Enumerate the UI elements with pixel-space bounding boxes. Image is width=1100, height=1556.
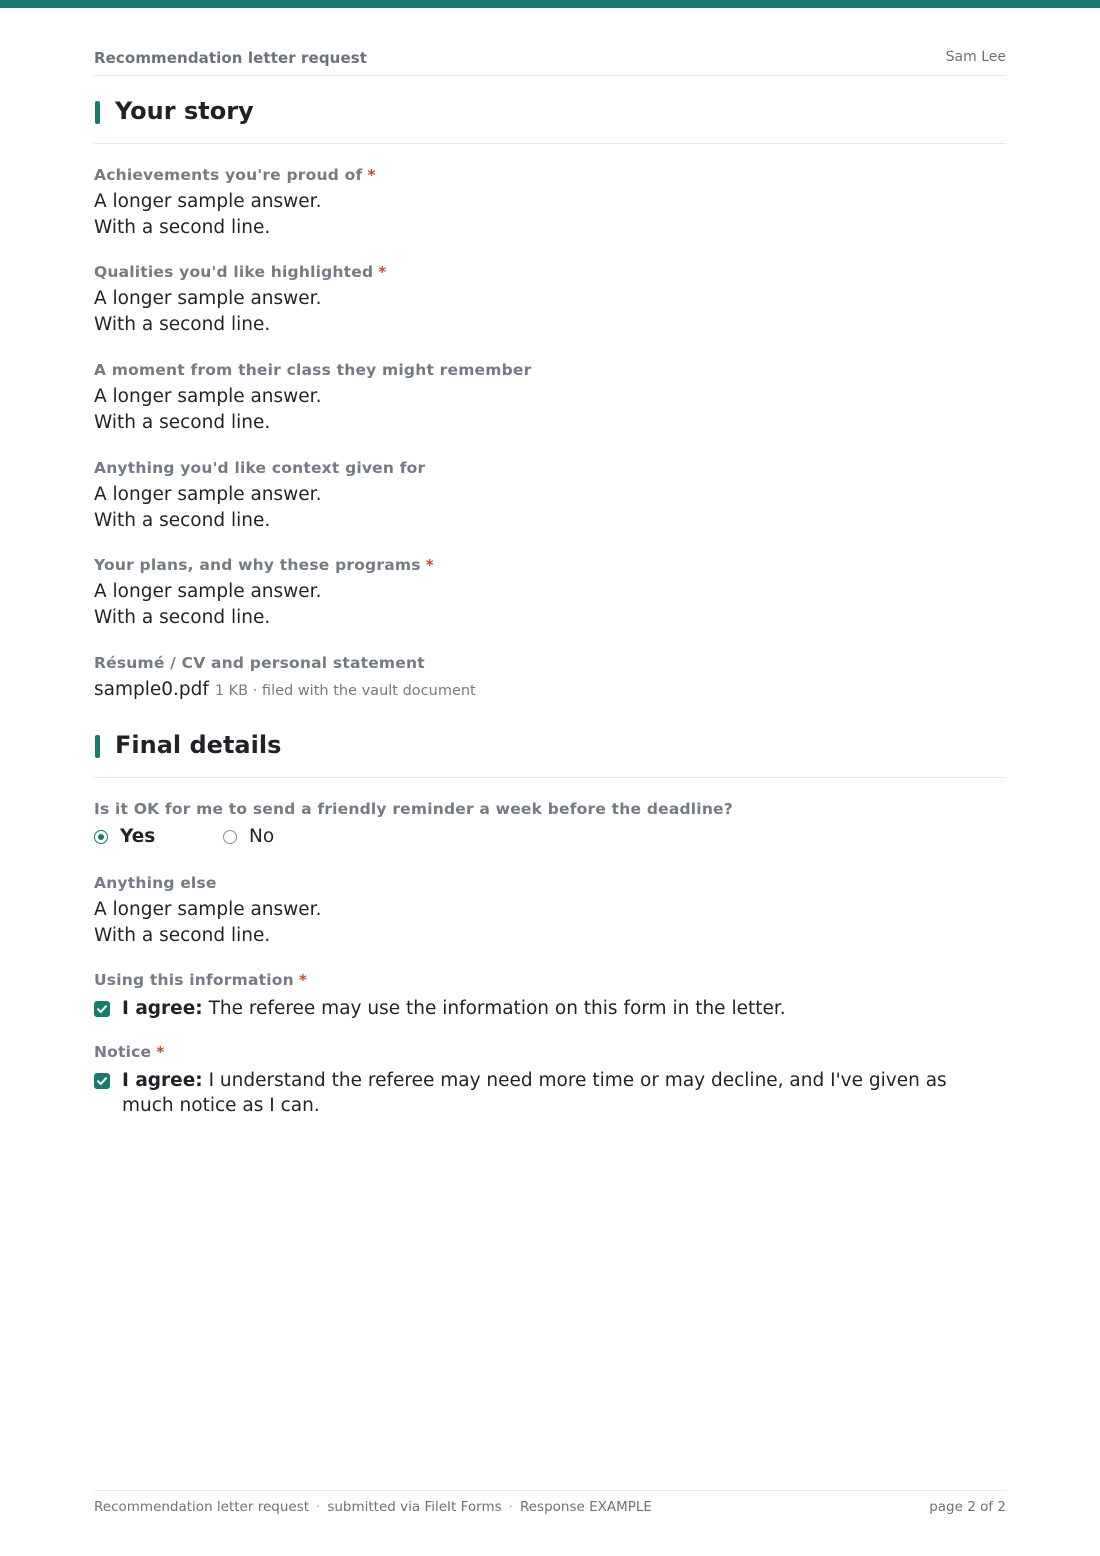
- radio-label: No: [249, 826, 275, 847]
- field-label: A moment from their class they might remember: [94, 361, 532, 379]
- field-label: Using this information *: [94, 971, 308, 989]
- field-label: Is it OK for me to send a friendly reminder a week before the deadline?: [94, 800, 733, 818]
- field-anything-else: [94, 873, 1006, 949]
- field-answer: A longer sample answer. With a second line.: [94, 899, 322, 946]
- required-marker: *: [156, 1043, 165, 1061]
- footer-response: Response EXAMPLE: [519, 1499, 652, 1515]
- radio-label: Yes: [120, 826, 156, 847]
- checkbox-checked-icon[interactable]: [94, 1001, 110, 1017]
- field-label: Achievements you're proud of *: [94, 166, 376, 184]
- field-resume: [94, 653, 1006, 704]
- field-context: [94, 458, 1006, 534]
- field-achievements: [94, 165, 1006, 241]
- section-title: Your story: [115, 97, 254, 125]
- field-reminder: [94, 799, 1006, 850]
- field-label: Anything else: [94, 874, 217, 892]
- consent-checkbox-using-info[interactable]: [94, 996, 1006, 1021]
- respondent-name: Sam Lee: [945, 49, 1006, 65]
- section-marker: [95, 735, 100, 758]
- field-answer: A longer sample answer. With a second line.: [94, 484, 322, 531]
- field-plans: [94, 555, 1006, 631]
- field-qualities: [94, 262, 1006, 338]
- field-notice: [94, 1042, 1006, 1118]
- field-class-moment: [94, 360, 1006, 436]
- page-number: page 2 of 2: [929, 1499, 1006, 1515]
- field-answer: A longer sample answer. With a second line.: [94, 191, 322, 238]
- field-label: Your plans, and why these programs *: [94, 556, 434, 574]
- form-title: Recommendation letter request: [94, 49, 368, 67]
- top-accent-bar: [0, 0, 1100, 8]
- field-label: Notice *: [94, 1043, 165, 1061]
- checkbox-checked-icon[interactable]: [94, 1073, 110, 1089]
- consent-text: The referee may use the information on this form in the letter.: [208, 998, 786, 1019]
- section-final-details: [94, 731, 1006, 778]
- field-using-info: [94, 970, 1006, 1021]
- footer-separator: ·: [316, 1499, 321, 1515]
- field-label: Résumé / CV and personal statement: [94, 654, 425, 672]
- file-meta: 1 KB · filed with the vault document: [214, 683, 476, 699]
- consent-text-continued: much notice as I can.: [122, 1095, 320, 1116]
- file-name[interactable]: sample0.pdf: [94, 679, 209, 700]
- footer-separator: ·: [508, 1499, 513, 1515]
- field-label: Anything you'd like context given for: [94, 459, 426, 477]
- section-marker: [95, 101, 100, 124]
- required-marker: *: [425, 556, 434, 574]
- field-answer: A longer sample answer. With a second line.: [94, 581, 322, 628]
- required-marker: *: [367, 166, 376, 184]
- required-marker: *: [378, 263, 387, 281]
- agree-label: I agree:: [122, 1070, 203, 1091]
- section-your-story: [94, 97, 1006, 144]
- footer-via: submitted via FileIt Forms: [327, 1499, 502, 1515]
- footer-info: [94, 1499, 652, 1515]
- reminder-radio-group: [94, 824, 1006, 850]
- radio-empty-icon: [223, 830, 237, 844]
- footer-form-name: Recommendation letter request: [94, 1499, 310, 1515]
- section-title: Final details: [115, 731, 282, 759]
- field-answer: A longer sample answer. With a second line.: [94, 288, 322, 335]
- agree-label: I agree:: [122, 998, 203, 1019]
- consent-checkbox-notice[interactable]: [94, 1068, 1006, 1118]
- page-header: [94, 47, 1006, 76]
- consent-text: I understand the referee may need more time or may decline, and I've given as: [208, 1070, 947, 1091]
- required-marker: *: [298, 971, 308, 989]
- page-footer: [94, 1490, 1006, 1520]
- file-attachment: [94, 677, 1006, 704]
- field-label: Qualities you'd like highlighted *: [94, 263, 387, 281]
- radio-selected-icon: [94, 830, 108, 844]
- field-answer: A longer sample answer. With a second line.: [94, 386, 322, 433]
